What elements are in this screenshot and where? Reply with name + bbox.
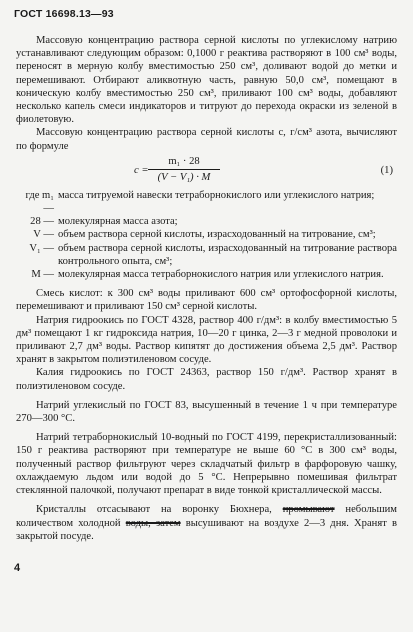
paragraph-formula-intro: Массовую концентрацию раствора серной кислоты c, г/см³ азота, вычисляют по формуле [16,127,397,152]
struck-word-wash: промывают [282,504,335,516]
definition-text: объем раствора серной кислоты, израсходованный на титрование раствора контрольного опыта, см³; [58,242,397,267]
paragraph-acid-mixture: Смесь кислот: к 300 см³ воды приливают 600 см³ ортофосфорной кислоты, перемешивают и приливают 150 см³ серной кислоты. [16,288,397,313]
definition-text: масса титруемой навески тетраборнокислого или углекислого натрия; [58,189,375,201]
paragraph-potassium-hydroxide: Калия гидроокись по ГОСТ 24363, раствор 150 г/дм³. Раствор хранят в полиэтиленовом сосуде. [16,367,397,392]
paragraph-sodium-tetraborate: Натрий тетраборнокислый 10-водный по ГОСТ 4199, перекристаллизованный: 150 г реактива растворяют при температуре не выше 60 °С в 300 см³ воды, полученный раствор фильтруют через складчатый фильтр в фарфоровую чашку, охлаждаемую льдом или водой до 5 °С. Непрерывно помешивая фильтрат стеклянной палочкой, получают препарат в виде тонкой кристаллической массы. [16,432,397,497]
definition-row [16,242,397,268]
definition-symbol: V — [33,229,54,241]
paragraph-crystals [16,503,397,543]
crystals-text-1: Кристаллы отсасывают на воронку Бюхнера, [36,504,283,516]
definition-row [16,215,397,228]
formula-denominator: (V − V₁) · M [157,172,211,184]
document-body [16,34,397,543]
formula-1 [16,155,397,187]
definition-list [16,189,397,281]
definition-symbol: где m₁ — [25,189,54,215]
definition-row [16,189,397,215]
struck-words-water-then: воды, затем [125,517,181,529]
document-header: ГОСТ 16698.13—93 [14,8,114,20]
paragraph-sodium-hydroxide: Натрия гидроокись по ГОСТ 4328, раствор 400 г/дм³: в колбу вместимостью 5 дм³ помещают 1 кг гидроксида натрия, 10—20 г цинка, 2—3 г медной проволоки и приливают 2,7 дм³ воды. Раствор кипятят до достижения объема 2,5 дм³. Раствор хранят в закрытом полиэтиленовом сосуде. [16,314,397,366]
page-number: 4 [14,562,21,574]
paragraph-sodium-carbonate: Натрий углекислый по ГОСТ 83, высушенный в течение 1 ч при температуре 270—300 °С. [16,399,397,425]
definition-symbol: M — [31,269,54,281]
definition-row [16,268,397,281]
crystals-text-2: небольшим количеством холодной [16,504,397,529]
crystals-text-3: высушивают на воздухе 2—3 дня. Хранят в закрытой посуде. [16,517,398,542]
formula-numerator: m₁ · 28 [148,155,220,170]
formula-fraction [148,155,220,184]
definition-row [16,228,397,241]
formula-number: (1) [380,164,393,176]
paragraph-titration-procedure: Массовую концентрацию раствора серной кислоты по углекислому натрию устанавливают следующим образом: 0,1000 г реактива растворяют в 100 см³ воды, переносят в мерную колбу вместимостью 250 см³, доливают водой до метки и перемешивают. Отбирают аликвотную часть, равную 50,0 см³, помещают в коническую колбу вместимостью 250 см³, приливают 100 см³ воды, добавляют несколько капель смеси индикаторов и титруют до перехода окраски из зеленой в фиолетовую. [16,35,397,126]
formula-lhs: c = [134,164,149,176]
definition-text: объем раствора серной кислоты, израсходованный на титрование, см³; [58,229,376,241]
definition-symbol: V₁ — [29,242,54,254]
definition-text: молекулярная масса тетраборнокислого натрия или углекислого натрия. [58,269,384,281]
definition-text: молекулярная масса азота; [58,216,178,228]
definition-symbol: 28 — [30,216,54,228]
